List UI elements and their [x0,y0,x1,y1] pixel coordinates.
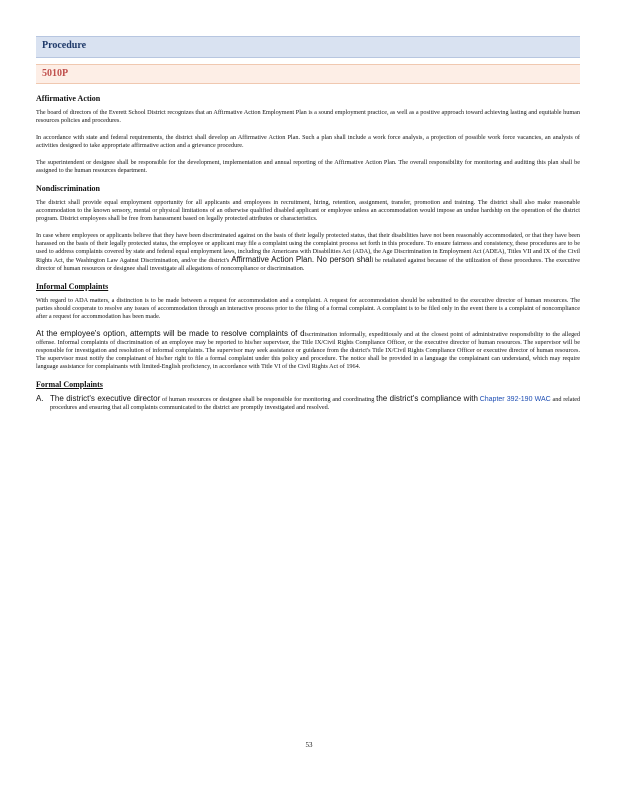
policy-code: 5010P [42,68,69,79]
paragraph: In accordance with state and federal requirements, the district shall develop an Affirmative Action Plan. Such a plan shall include a work force analysis, a projection of possible work force vacancies, an analysis of activities designed to take appropriate affirmative action and a grievance procedure. [36,134,580,149]
formal-complaints-section [36,380,580,412]
nondiscrimination-heading: Nondiscrimination [36,184,101,193]
list-item-lead: the district's compliance with [376,394,478,403]
paragraph-lead: At the employee's option, attempts will be made to resolve complaints of d [36,329,305,338]
formal-complaints-heading: Formal Complaints [36,380,103,389]
informal-complaints-section [36,282,580,371]
page-number: 53 [305,741,313,749]
paragraph-text: l be retaliated against because of the utilization of these procedures. The executive director of human resources or designee shall investigate all allegations of noncompliance or discrimination. [36,257,580,272]
wac-chapter-link[interactable]: Chapter 392-190 WAC [479,396,551,403]
policy-code-band [36,64,580,84]
procedure-band [36,36,580,58]
paragraph-text: iscrimination informally, expeditiously and at the closest point of administrative responsibility to the alleged offense. Informal complaints of discrimination of an employee may be reported to his/her supervisor, the Title IX/Civil Rights Compliance Officer, or the executive director of human resources. The supervisor will be responsible for investigation and resolution of informal complaints. The supervisor may seek assistance or guidance from the district's Title IX/Civil Rights Compliance Officer or executive director of human resources. The supervisor must notify the complainant of his/her right to file a formal complaint under this policy and procedure. The notice shall be provided in a language the complainant can understand, which may require language assistance for complainants with limited-English proficiency, in accordance with Title VI of the Civil Rights Act of 1964. [36,331,581,370]
list-item-rest: and related procedures and ensuring that all complaints communicated to the district are promptly investigated and resolved. [50,396,581,411]
list-marker: A. [36,394,44,403]
list-item-text [50,395,580,412]
nondiscrimination-section [36,184,580,273]
informal-complaints-heading: Informal Complaints [36,282,109,291]
list-item-lead: The district's executive director [50,394,161,403]
paragraph: The district shall provide equal employment opportunity for all applicants and employees in recruitment, hiring, retention, assignment, transfer, promotion and training. The district shall also make reasonable accommodation to the known sensory, mental or physical limitations of an otherwise qualified disabled applicant or employee unless an accommodation would impose an undue hardship on the operation of the district program. District employees shall be free from harassment based on legally protected attributes or characteristics. [36,199,580,222]
section-label: Procedure [42,40,87,51]
paragraph: With regard to ADA matters, a distinction is to be made between a request for accommodation and a complaint. A request for accommodation should be submitted to the executive director of human resources. The parties should cooperate to resolve any issues of accommodation through an interactive process prior to the filing of a formal complaint. A complaint is to be filed only in the event there is a complaint of noncompliance after a request for accommodation has been made. [36,297,580,320]
paragraph: The superintendent or designee shall be responsible for the development, implementation and annual reporting of the Affirmative Action Plan. The overall responsibility for monitoring and auditing this plan shall be assigned to the human resources department. [36,159,580,174]
paragraph-lead: Affirmative Action Plan. No person shal [231,255,372,264]
paragraph: The board of directors of the Everett School District recognizes that an Affirmative Action Employment Plan is a sound employment practice, as well as a positive approach toward achieving lasting and equitable human resources policies and procedures. [36,109,580,124]
paragraph [36,330,580,371]
list-item [36,395,580,412]
document-body [36,94,580,418]
affirmative-action-heading: Affirmative Action [36,94,101,103]
affirmative-action-section [36,94,580,175]
paragraph-text: In case where employees or applicants believe that they have been discriminated against on the basis of their legally protected status, that their disabilities have not been reasonably accommodated, or that they have been harassed on the basis of their legally protected status, the employee or applicant may file a complaint using the complaint process set forth in this procedure. To ensure fairness and consistency, these procedures are to be used to address complaints covered by state and federal equal employment laws, including the Americans with Disabilities Act (ADA), the Age Discrimination in Employment Act (ADEA), Titles VII and IX of the Civil Rights Act, the Washington Law Against Discrimination, and/or the district's [36,232,580,264]
paragraph [36,232,580,273]
list-item-mid: of human resources or designee shall be responsible for monitoring and coordinating [162,396,375,403]
